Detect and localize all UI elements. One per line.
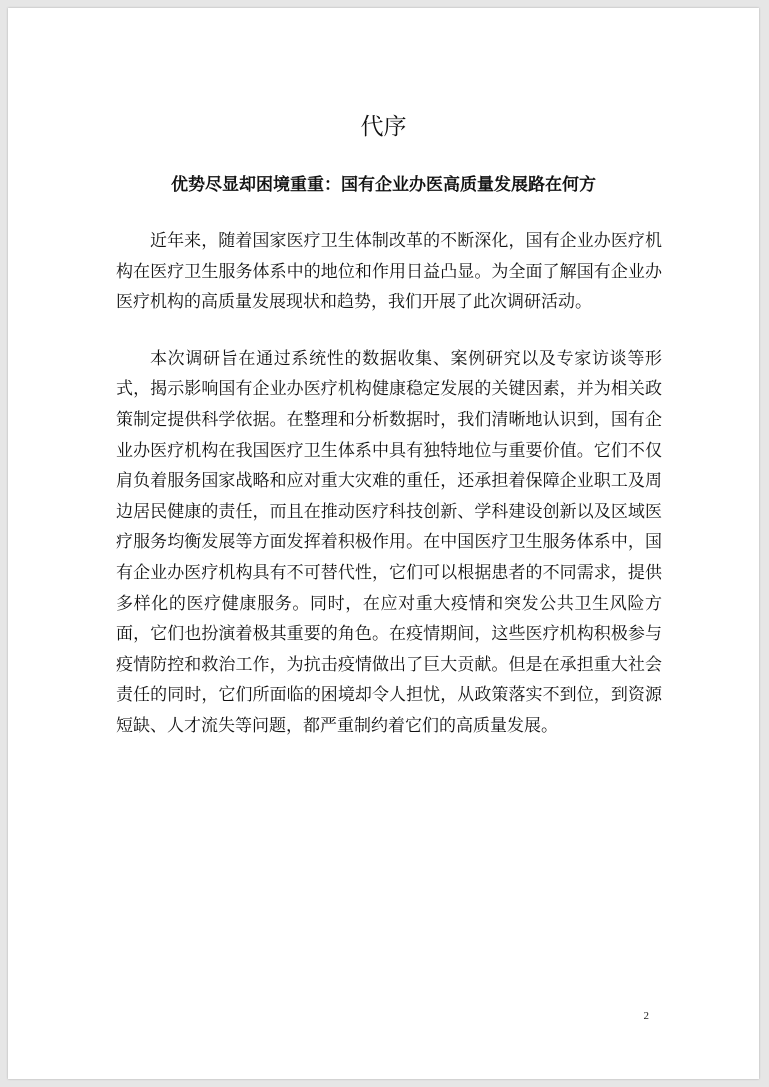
paragraph-2: 本次调研旨在通过系统性的数据收集、案例研究以及专家访谈等形式，揭示影响国有企业办医疗机构健康稳定发展的关键因素，并为相关政策制定提供科学依据。在整理和分析数据时，我们清晰地认识到，国有企业办医疗机构在我国医疗卫生体系中具有独特地位与重要价值。它们不仅肩负着服务国家战略和应对重大灾难的重任，还承担着保障企业职工及周边居民健康的责任，而且在推动医疗科技创新、学科建设创新以及区域医疗服务均衡发展等方面发挥着积极作用。在中国医疗卫生服务体系中，国有企业办医疗机构具有不可替代性，它们可以根据患者的不同需求，提供多样化的医疗健康服务。同时，在应对重大疫情和突发公共卫生风险方面，它们也扮演着极其重要的角色。在疫情期间，这些医疗机构积极参与疫情防控和救治工作，为抗击疫情做出了巨大贡献。但是在承担重大社会责任的同时，它们所面临的困境却令人担忧，从政策落实不到位，到资源短缺、人才流失等问题，都严重制约着它们的高质量发展。	[116, 348, 662, 736]
paragraph-1: 近年来，随着国家医疗卫生体制改革的不断深化，国有企业办医疗机构在医疗卫生服务体系中的地位和作用日益凸显。为全面了解国有企业办医疗机构的高质量发展现状和趋势，我们开展了此次调研活动。	[116, 231, 662, 313]
document-page	[8, 8, 759, 1079]
page-number: 2	[643, 1010, 649, 1022]
body-text	[116, 226, 662, 742]
page-title: 代序	[360, 114, 407, 140]
page-subtitle: 优势尽显却困境重重：国有企业办医高质量发展路在何方	[171, 175, 596, 195]
